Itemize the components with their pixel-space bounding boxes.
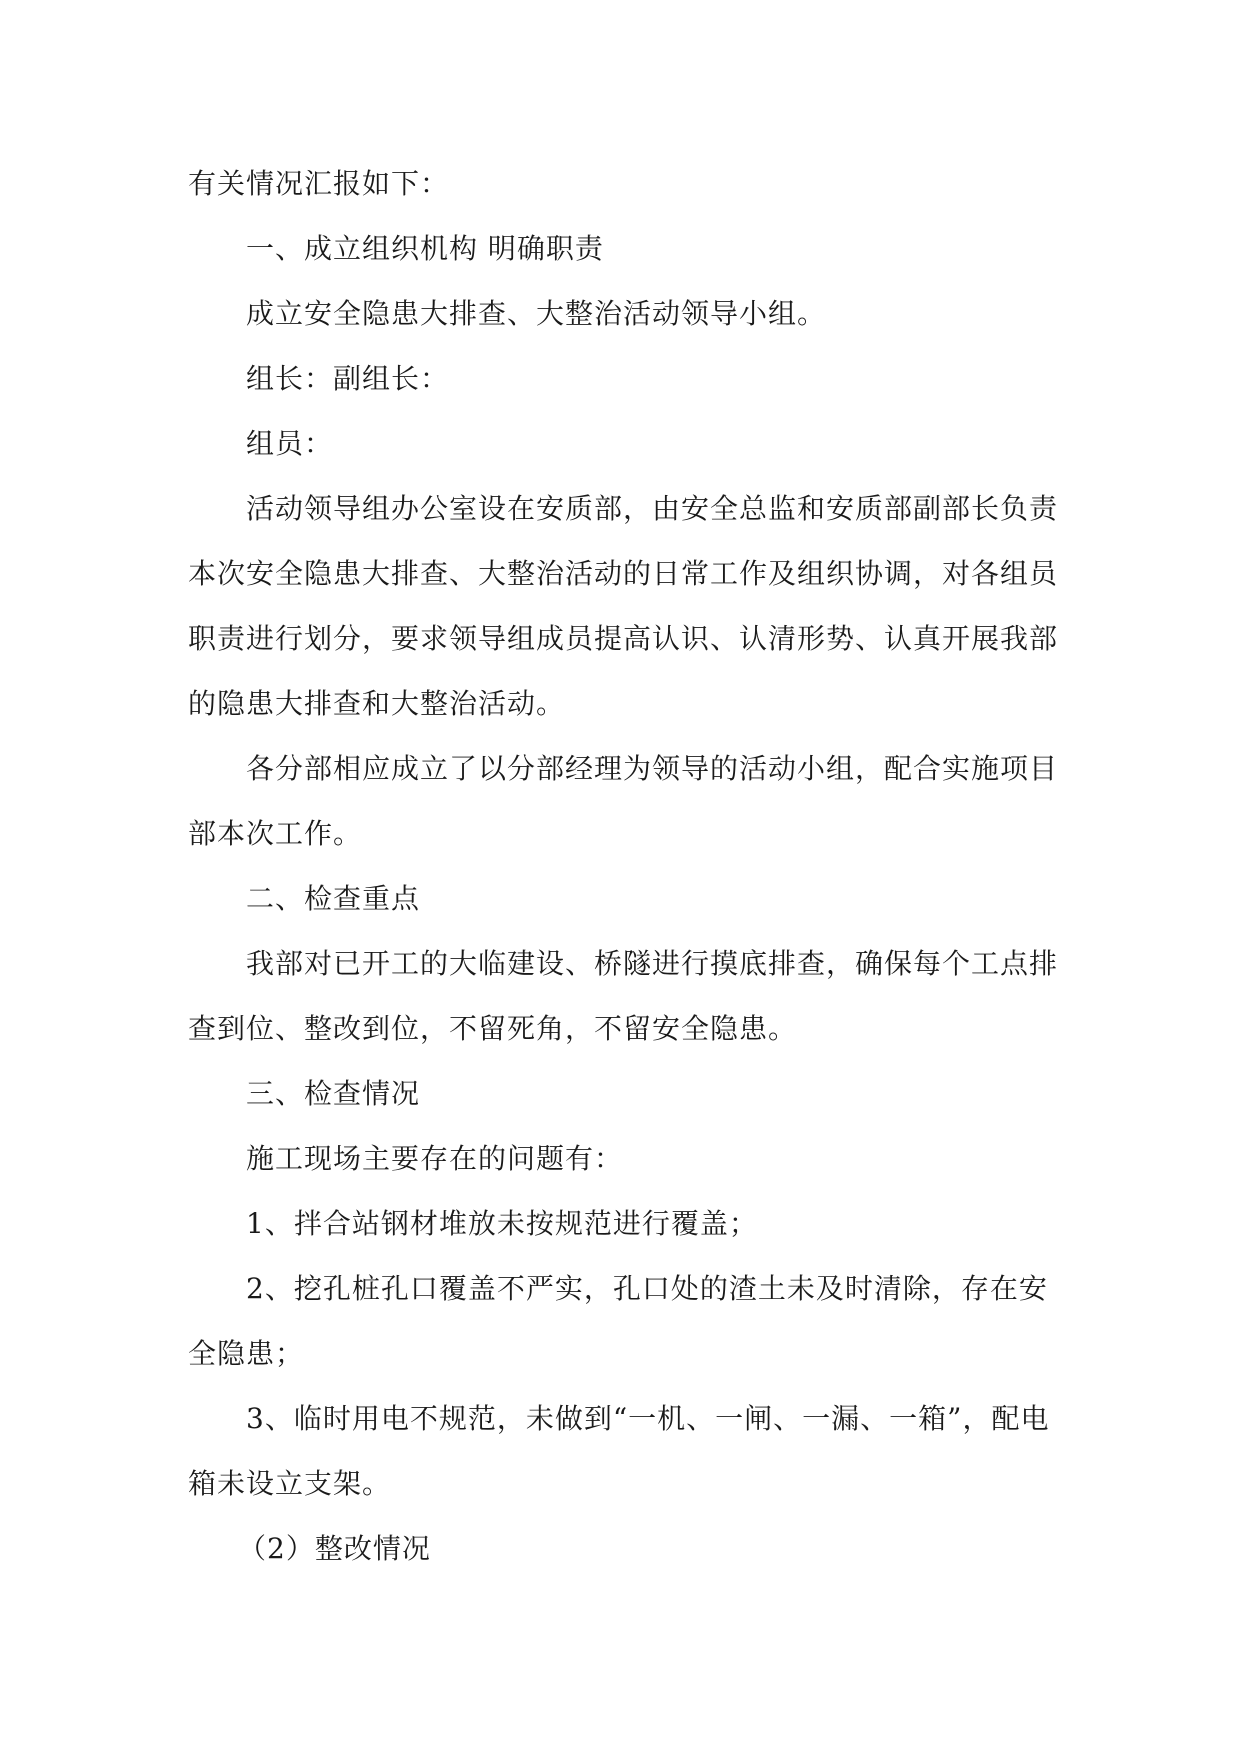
text-line: 我部对已开工的大临建设、桥隧进行摸底排查，确保每个工点排 <box>246 947 1059 980</box>
text-line: 本次安全隐患大排查、大整治活动的日常工作及组织协调，对各组员 <box>188 557 1059 590</box>
text-line: 箱未设立支架。 <box>188 1467 392 1500</box>
text-line: 组长：副组长： <box>246 362 450 395</box>
subsection-heading: （2）整改情况 <box>238 1532 431 1565</box>
list-item: 3、临时用电不规范，未做到“一机、一闸、一漏、一箱”，配电 <box>246 1402 1050 1435</box>
text-line: 部本次工作。 <box>188 817 363 850</box>
text-line: 查到位、整改到位，不留死角，不留安全隐患。 <box>188 1012 798 1045</box>
list-item: 1、拌合站钢材堆放未按规范进行覆盖； <box>246 1207 758 1240</box>
text-line: 职责进行划分，要求领导组成员提高认识、认清形势、认真开展我部 <box>188 622 1059 655</box>
text-line: 全隐患； <box>188 1337 305 1370</box>
text-line: 有关情况汇报如下： <box>188 167 450 200</box>
section-heading: 一、成立组织机构 明确职责 <box>246 232 604 265</box>
list-item: 2、挖孔桩孔口覆盖不严实，孔口处的渣土未及时清除，存在安 <box>246 1272 1048 1305</box>
section-heading: 三、检查情况 <box>246 1077 421 1110</box>
text-line: 成立安全隐患大排查、大整治活动领导小组。 <box>246 297 827 330</box>
text-line: 的隐患大排查和大整治活动。 <box>188 687 566 720</box>
section-heading: 二、检查重点 <box>246 882 421 915</box>
text-line: 组员： <box>246 427 334 460</box>
text-line: 各分部相应成立了以分部经理为领导的活动小组，配合实施项目 <box>246 752 1059 785</box>
text-line: 活动领导组办公室设在安质部，由安全总监和安质部副部长负责 <box>246 492 1059 525</box>
text-line: 施工现场主要存在的问题有： <box>246 1142 624 1175</box>
